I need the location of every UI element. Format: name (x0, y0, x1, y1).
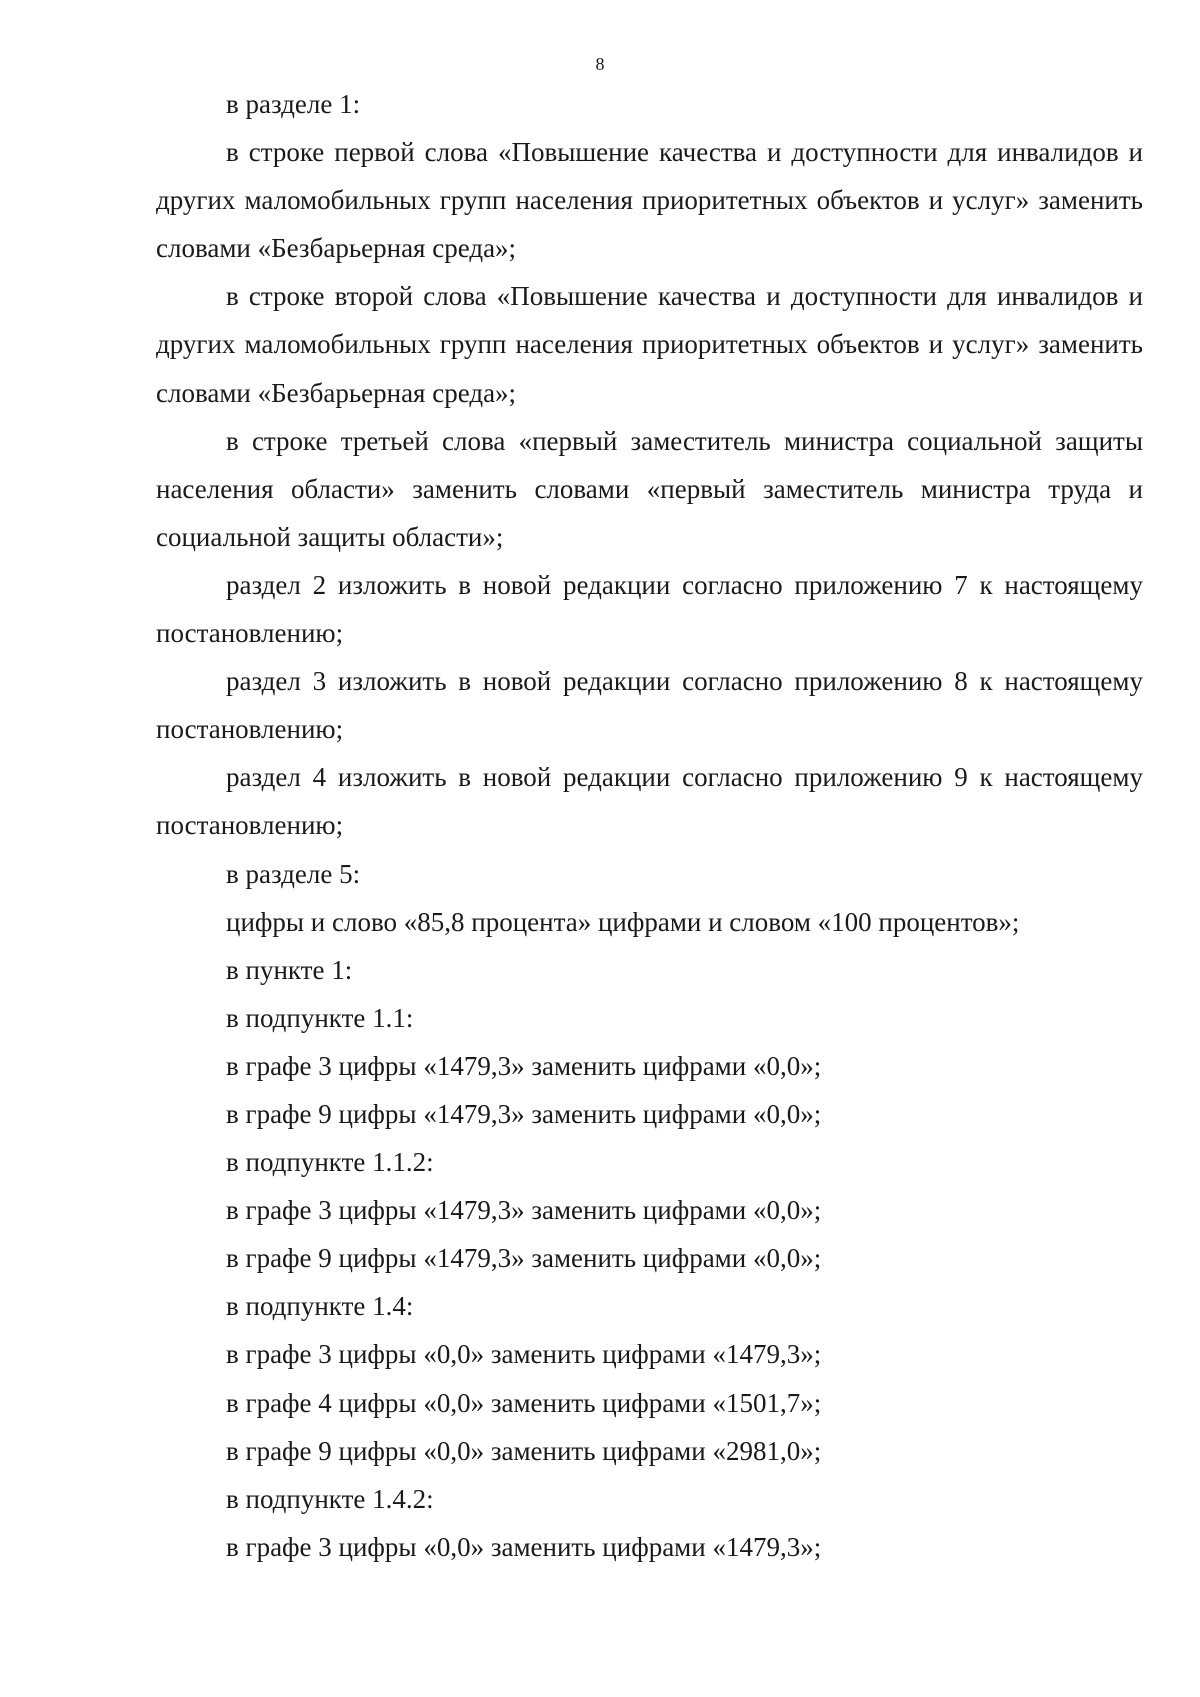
paragraph-1-1-2-column-9: в графе 9 цифры «1479,3» заменить цифрами «0,0»; (226, 1243, 822, 1274)
paragraph-1-1-2-column-3: в графе 3 цифры «1479,3» заменить цифрами «0,0»; (226, 1195, 822, 1226)
paragraph-subpoint-1-4-heading: в подпункте 1.4: (226, 1291, 414, 1322)
paragraph-section-1-heading: в разделе 1: (226, 89, 361, 119)
document-body (156, 80, 1143, 1571)
paragraph-section-3-new-edition: раздел 3 изложить в новой редакции согласно приложению 8 к настоящему постановлению; (156, 666, 1143, 745)
paragraph-1-4-column-4: в графе 4 цифры «0,0» заменить цифрами «1501,7»; (226, 1387, 822, 1418)
paragraph-section-4-new-edition: раздел 4 изложить в новой редакции согласно приложению 9 к настоящему постановлению; (156, 762, 1143, 841)
paragraph-percent-replacement: цифры и слово «85,8 процента» цифрами и словом «100 процентов»; (226, 906, 1020, 937)
paragraph-section-5-heading: в разделе 5: (226, 858, 361, 889)
paragraph-1-4-column-3: в графе 3 цифры «0,0» заменить цифрами «1479,3»; (226, 1339, 822, 1370)
paragraph-point-1-heading: в пункте 1: (226, 954, 353, 985)
paragraph-row-3-replacement: в строке третьей слова «первый заместитель министра социальной защиты населения области» заменить словами «первый заместитель министра труда и социальной защиты области»; (156, 425, 1143, 552)
paragraph-row-1-replacement: в строке первой слова «Повышение качества и доступности для инвалидов и других маломобильных групп населения приоритетных объектов и услуг» заменить словами «Безбарьерная среда»; (156, 137, 1143, 264)
paragraph-subpoint-1-1-heading: в подпункте 1.1: (226, 1002, 414, 1033)
paragraph-subpoint-1-4-2-heading: в подпункте 1.4.2: (226, 1483, 434, 1514)
page-number: 8 (595, 54, 605, 74)
paragraph-row-2-replacement: в строке второй слова «Повышение качества и доступности для инвалидов и других маломобильных групп населения приоритетных объектов и услуг» заменить словами «Безбарьерная среда»; (156, 281, 1143, 408)
paragraph-1-1-column-3: в графе 3 цифры «1479,3» заменить цифрами «0,0»; (226, 1050, 822, 1081)
paragraph-section-2-new-edition: раздел 2 изложить в новой редакции согласно приложению 7 к настоящему постановлению; (156, 569, 1143, 649)
paragraph-subpoint-1-1-2-heading: в подпункте 1.1.2: (226, 1147, 434, 1178)
paragraph-1-1-column-9: в графе 9 цифры «1479,3» заменить цифрами «0,0»; (226, 1098, 822, 1129)
paragraph-1-4-2-column-3: в графе 3 цифры «0,0» заменить цифрами «1479,3»; (226, 1531, 822, 1562)
paragraph-1-4-column-9: в графе 9 цифры «0,0» заменить цифрами «2981,0»; (226, 1435, 822, 1466)
